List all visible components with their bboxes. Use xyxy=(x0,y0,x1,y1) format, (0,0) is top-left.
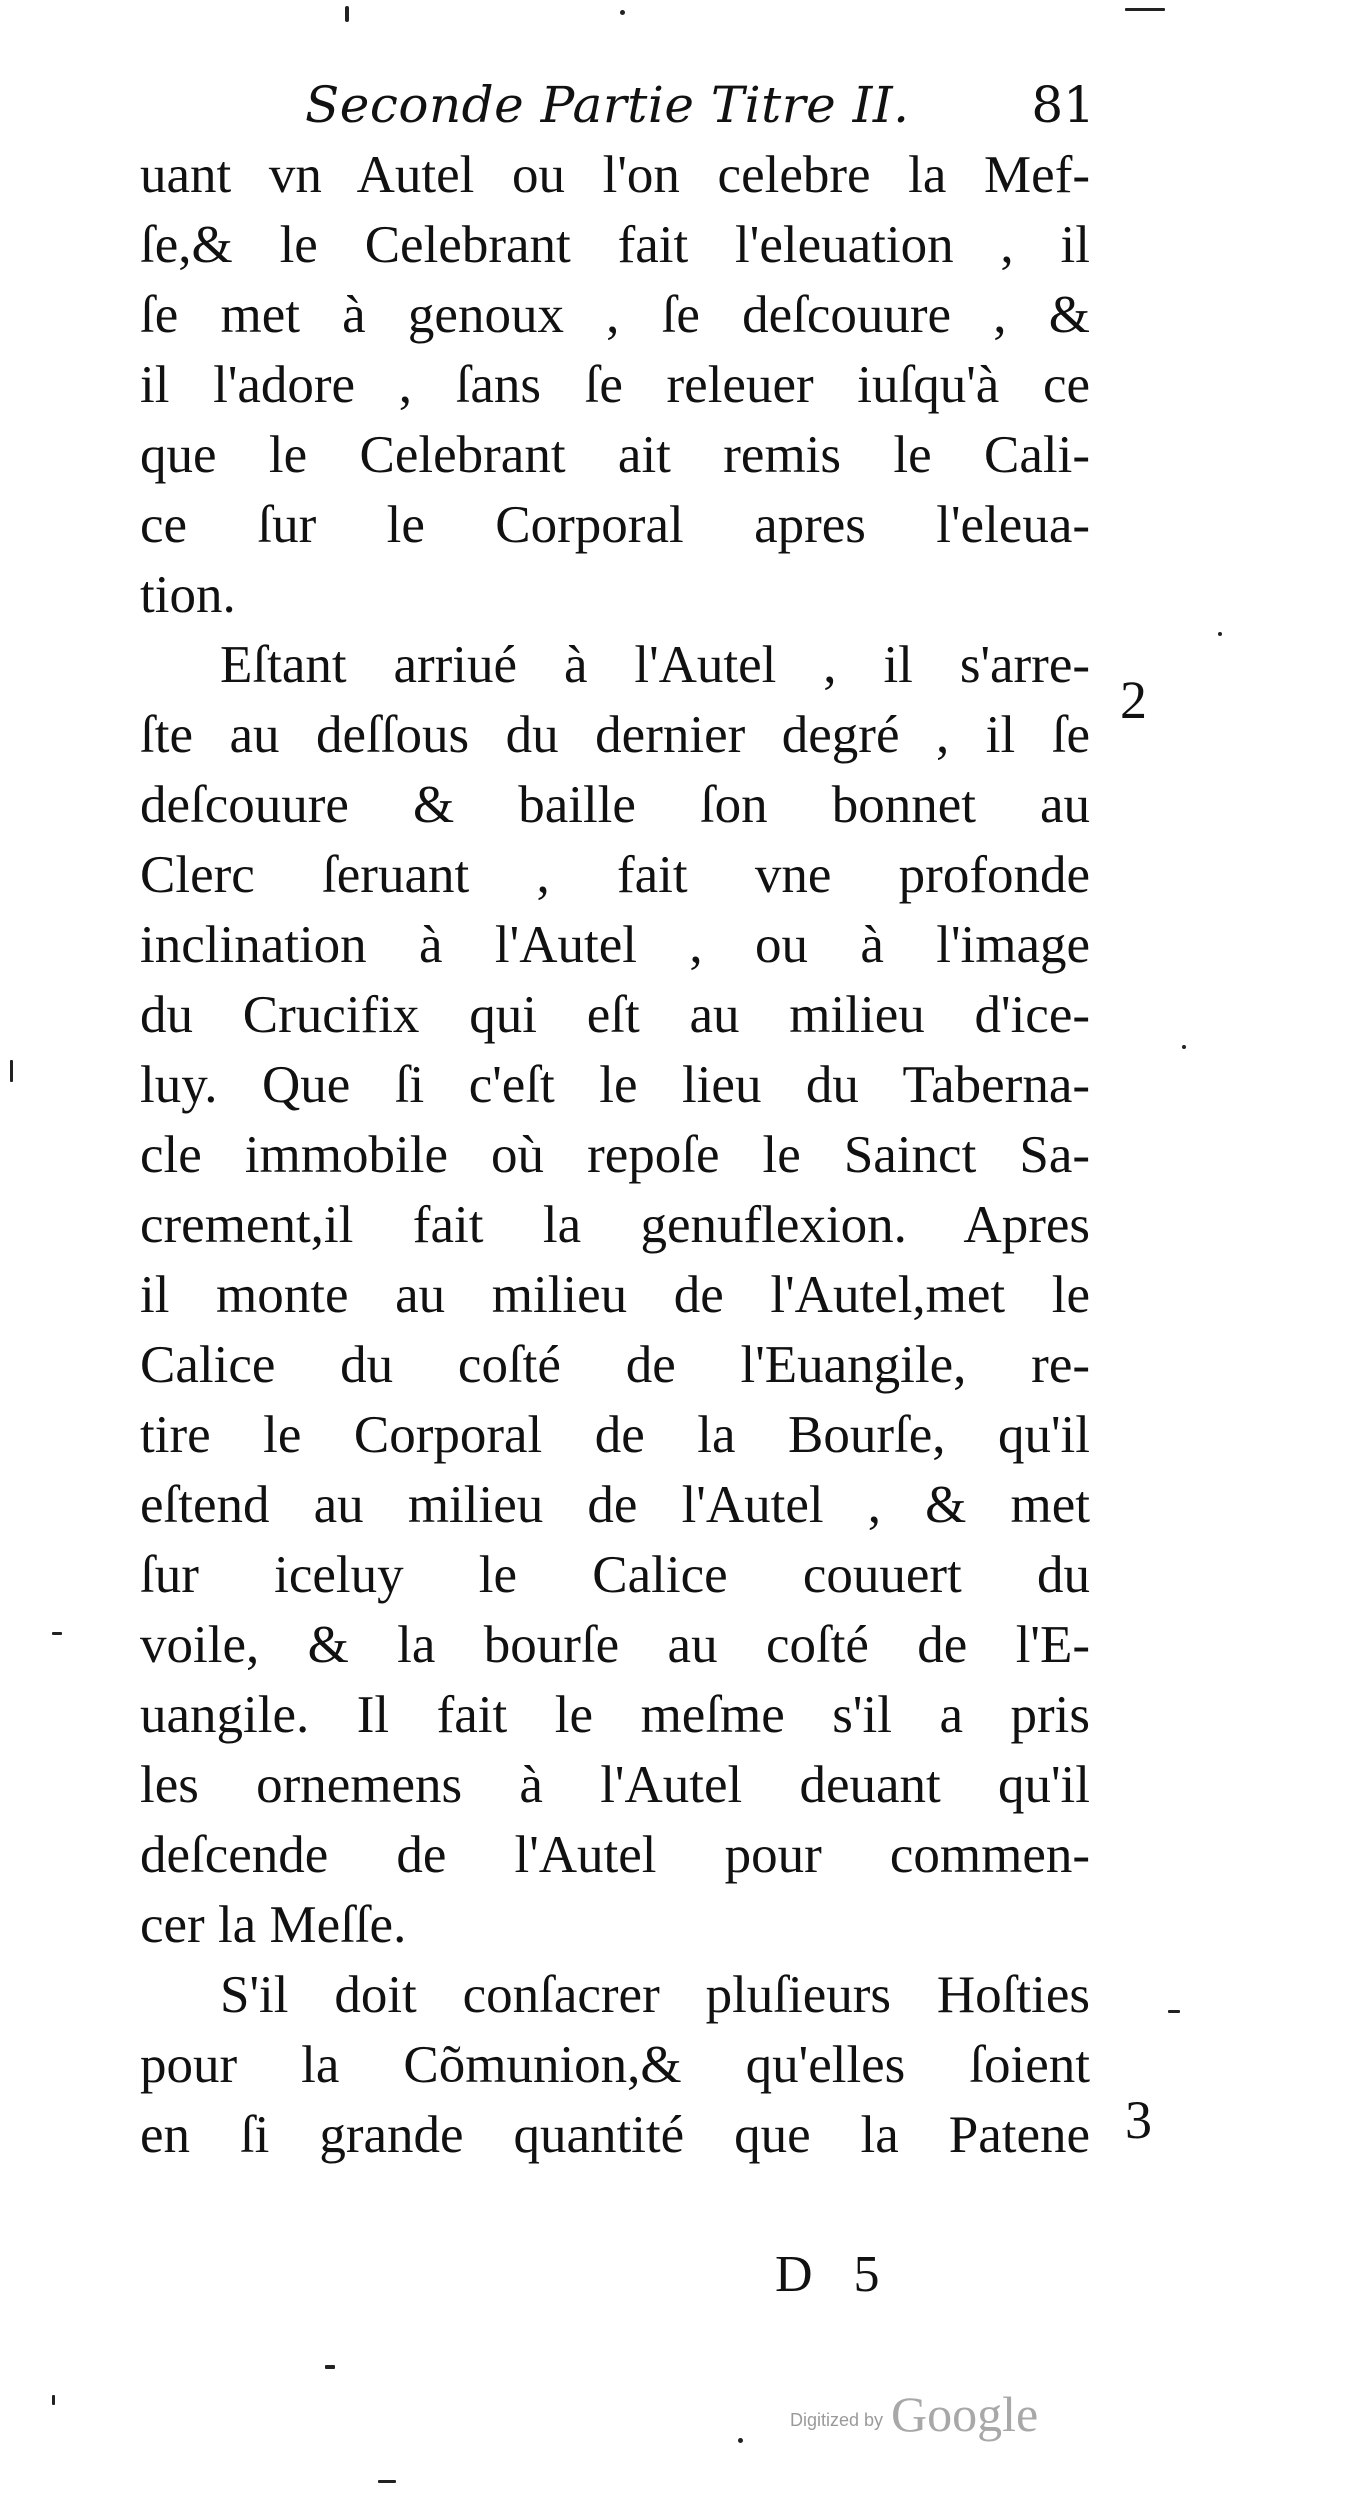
text-line: luy. Que ſi c'eſt le lieu du Taberna- xyxy=(140,1056,1090,1114)
running-head xyxy=(305,70,1095,140)
text-line: deſcende de l'Autel pour commen- xyxy=(140,1826,1090,1884)
text-line: S'il doit conſacrer pluſieurs Hoſties xyxy=(220,1966,1090,2024)
text-line: ſur iceluy le Calice couuert du xyxy=(140,1546,1090,1604)
scan-speck xyxy=(1182,1045,1186,1049)
text-line: crement,il fait la genuflexion. Apres xyxy=(140,1196,1090,1254)
scan-speck xyxy=(325,2365,335,2369)
scan-speck xyxy=(52,2395,55,2405)
digitized-watermark xyxy=(790,2382,1038,2442)
scan-speck xyxy=(345,6,349,22)
paragraph-1 xyxy=(140,140,1090,630)
scan-speck xyxy=(52,1632,62,1635)
text-line: cer la Meſſe. xyxy=(140,1896,407,1954)
text-line: en ſi grande quantité que la Patene xyxy=(140,2106,1090,2164)
text-line: ce ſur le Corporal apres l'eleua- xyxy=(140,496,1090,554)
margin-number-2: 2 xyxy=(1120,670,1147,730)
running-title: Seconde Partie Titre II. xyxy=(305,76,910,134)
text-line: voile, & la bourſe au coſté de l'E- xyxy=(140,1616,1090,1674)
text-line: tion. xyxy=(140,566,236,624)
google-logo: Google xyxy=(891,2386,1039,2442)
text-line: ſe met à genoux , ſe deſcouure , & xyxy=(140,286,1090,344)
paragraph-2 xyxy=(140,630,1090,1960)
text-line: uant vn Autel ou l'on celebre la Mef- xyxy=(140,146,1090,204)
scan-speck xyxy=(378,2480,396,2483)
text-line: inclination à l'Autel , ou à l'image xyxy=(140,916,1090,974)
text-line: ſe,& le Celebrant fait l'eleuation , il xyxy=(140,216,1090,274)
paragraph-3 xyxy=(140,1960,1090,2170)
text-line: uangile. Il fait le meſme s'il a pris xyxy=(140,1686,1090,1744)
scan-speck xyxy=(738,2438,743,2443)
text-line: du Crucifix qui eſt au milieu d'ice- xyxy=(140,986,1090,1044)
text-line: cle immobile où repoſe le Sainct Sa- xyxy=(140,1126,1090,1184)
text-line: tire le Corporal de la Bourſe, qu'il xyxy=(140,1406,1090,1464)
signature-mark: D 5 xyxy=(775,2246,894,2303)
scan-speck xyxy=(1168,2010,1180,2013)
text-line: Clerc ſeruant , fait vne profonde xyxy=(140,846,1090,904)
body-text xyxy=(140,140,1090,2170)
text-line: eſtend au milieu de l'Autel , & met xyxy=(140,1476,1090,1534)
text-line: il l'adore , ſans ſe releuer iuſqu'à ce xyxy=(140,356,1090,414)
text-line: deſcouure & baille ſon bonnet au xyxy=(140,776,1090,834)
text-line: ſte au deſſous du dernier degré , il ſe xyxy=(140,706,1090,764)
text-line: Calice du coſté de l'Euangile, re- xyxy=(140,1336,1090,1394)
text-line: il monte au milieu de l'Autel,met le xyxy=(140,1266,1090,1324)
text-line: les ornemens à l'Autel deuant qu'il xyxy=(140,1756,1090,1814)
digitized-label: Digitized by xyxy=(790,2410,884,2430)
text-line: Eſtant arriué à l'Autel , il s'arre- xyxy=(220,636,1090,694)
scan-speck xyxy=(1125,8,1165,11)
margin-number-3: 3 xyxy=(1125,2090,1152,2150)
text-line: pour la Cõmunion,& qu'elles ſoient xyxy=(140,2036,1090,2094)
scan-speck xyxy=(1218,632,1222,636)
scan-speck xyxy=(620,10,625,15)
page-number: 81 xyxy=(1031,76,1095,134)
text-line: que le Celebrant ait remis le Cali- xyxy=(140,426,1090,484)
scan-speck xyxy=(10,1060,13,1082)
